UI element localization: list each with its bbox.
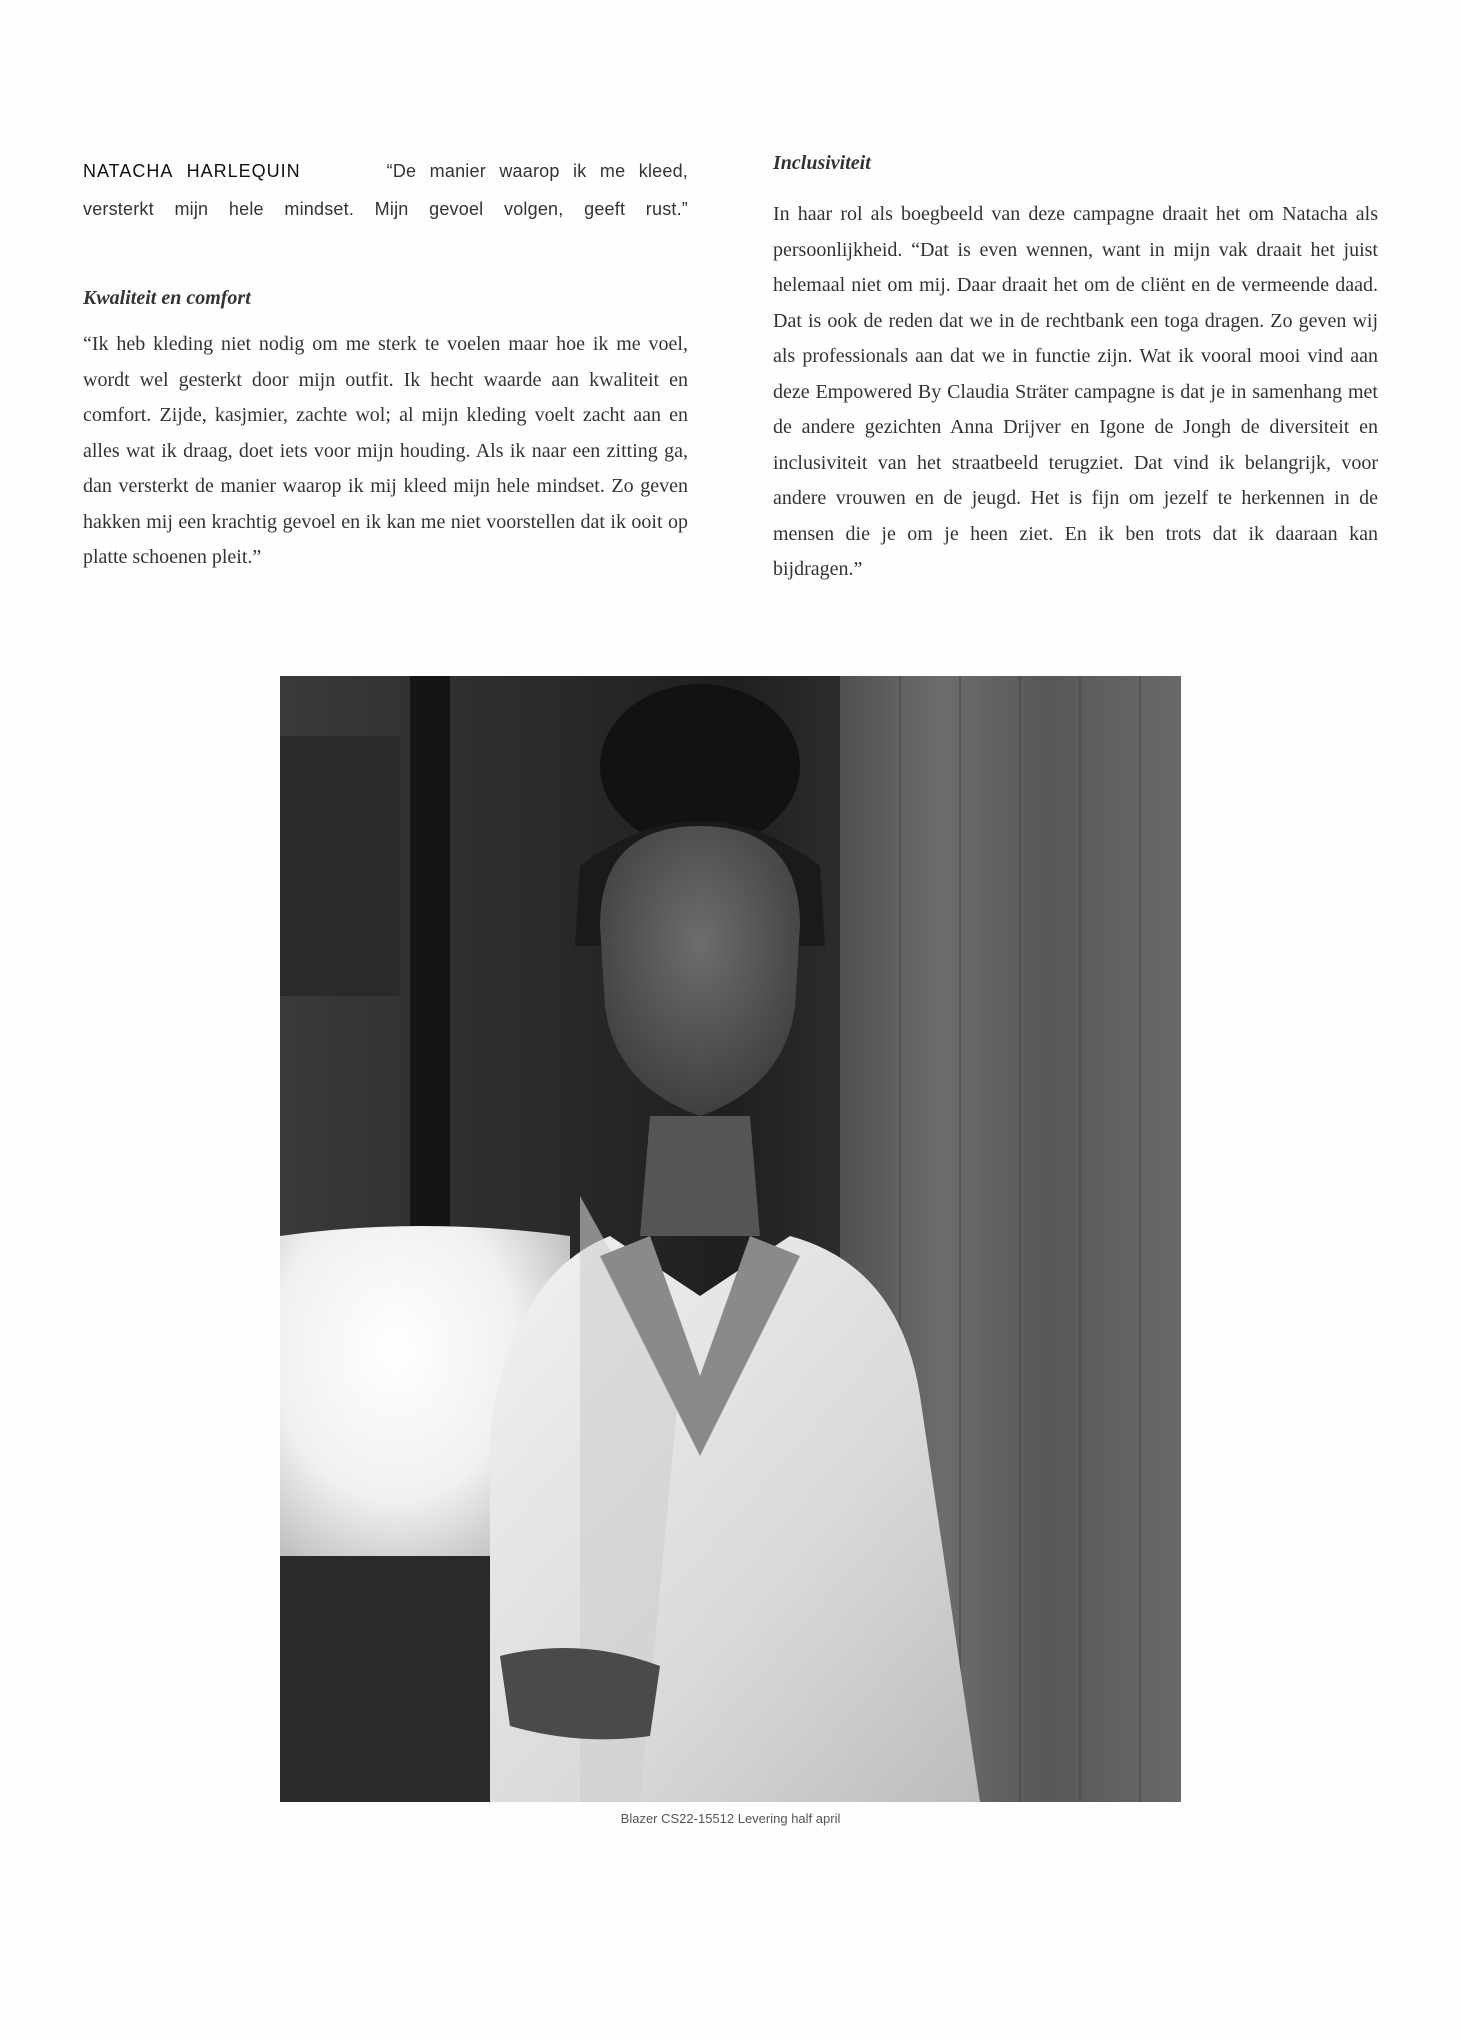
- body-text-left: “Ik heb kleding niet nodig om me sterk te voelen maar hoe ik me voel, wordt wel gesterkt door mijn outfit. Ik hecht waarde aan kwaliteit en comfort. Zijde, kasjmier, zachte wol; al mijn kleding voelt zacht aan en alles wat ik draag, doet iets voor mijn houding. Als ik naar een zitting ga, dan versterkt de manier waarop ik mij kleed mijn hele mindset. Zo geven hakken mij een krachtig gevoel en ik kan me niet voorstellen dat ik ooit op platte schoenen pleit.”: [83, 333, 688, 568]
- portrait-illustration: [280, 676, 1181, 1802]
- portrait-photo: [280, 676, 1181, 1802]
- subheading-kwaliteit: Kwaliteit en comfort: [83, 287, 251, 309]
- photo-caption: Blazer CS22-15512 Levering half april: [620, 1811, 841, 1826]
- subheading-inclusiviteit: Inclusiviteit: [773, 152, 871, 174]
- pull-quote: “De manier waarop ik me kleed, versterkt mijn hele mindset. Mijn gevoel volgen, geeft rust.”: [83, 161, 688, 219]
- person-name: NATACHA HARLEQUIN: [83, 161, 301, 181]
- intro-quote-block: [83, 152, 688, 228]
- right-column: [773, 152, 1378, 588]
- left-column: [83, 152, 688, 576]
- body-text-right: In haar rol als boegbeeld van deze campagne draait het om Natacha als persoonlijkheid. “Dat is even wennen, want in mijn vak draait het juist helemaal niet om mij. Daar draait het om de cliënt en de vermeende daad. Dat is ook de reden dat we in de rechtbank een toga dragen. Zo geven wij als professionals aan dat we in functie zijn. Wat ik vooral mooi vind aan deze Empowered By Claudia Sträter campagne is dat je in samenhang met de andere gezichten Anna Drijver en Igone de Jongh de diversiteit en inclusiviteit van het straatbeeld terugziet. Dat vind ik belangrijk, voor andere vrouwen en de jeugd. Het is fijn om jezelf te herkennen in de mensen die je om je heen ziet. En ik ben trots dat ik daaraan kan bijdragen.”: [773, 203, 1378, 580]
